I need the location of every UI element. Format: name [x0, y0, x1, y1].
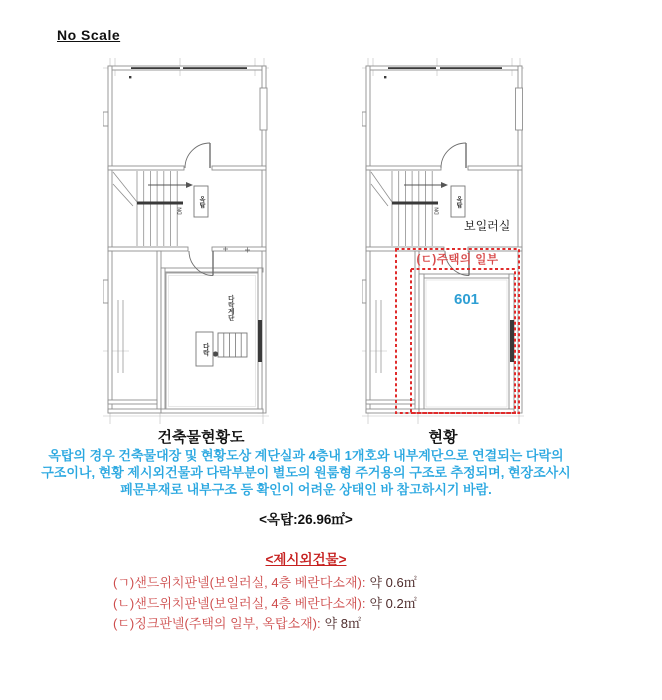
- stairs-dn-label: DN: [434, 207, 441, 215]
- left-plan-caption: 건축물현황도: [157, 429, 245, 446]
- house-part-label: (ㄷ)주택의 일부: [416, 254, 499, 266]
- floor-plan-right: [362, 58, 524, 426]
- note-line-3: 페문부재로 내부구조 등 확인이 어려운 상태인 바 참고하시기 바람.: [120, 482, 492, 497]
- right-plan-caption: 현황: [428, 429, 458, 446]
- extra-building-item: [113, 614, 417, 635]
- attic-ladder: [218, 333, 247, 357]
- rooftop-area-value: <옥탑:26.96㎡>: [259, 512, 353, 527]
- walls-group: [103, 66, 267, 413]
- window-lines: [118, 300, 123, 373]
- extra-buildings-title: <제시외건물>: [265, 552, 347, 567]
- note-line-2: 구조이나, 현황 제시외건물과 다락부분이 별도의 원룸형 주거용의 구조로 추정되며, 현장조사시: [41, 465, 571, 480]
- window-lines: [376, 300, 381, 373]
- note-line-1: 옥탑의 경우 건축물대장 및 현황도상 계단실과 4층내 1개호와 내부계단으로 연결되는 다락의: [48, 448, 564, 463]
- item-label: (ㄴ)샌드위치판넬(보일러실, 4층 베란다소재):: [113, 595, 366, 611]
- rooftop-note: [0, 447, 612, 498]
- attic-stair-vertical-label: 다락계단: [226, 295, 234, 321]
- stair-arrow-head: [441, 182, 448, 188]
- stairs-dn-label: DN: [177, 207, 184, 215]
- extra-building-item: [113, 573, 417, 594]
- floor-plan-right-drawing: [362, 58, 524, 426]
- no-scale-label: No Scale: [57, 27, 121, 43]
- construction-lines: [362, 58, 524, 424]
- attic-box-label: 다락: [201, 342, 209, 356]
- item-label: (ㄷ)징크판넬(주택의 일부, 옥탑소재):: [113, 616, 321, 631]
- item-area-value: 약 0.6㎡: [369, 575, 417, 590]
- stair-arrow-head: [186, 182, 193, 188]
- walls-group: [362, 66, 523, 413]
- extra-buildings-list: [113, 573, 417, 635]
- ladder-post-dot: [213, 351, 218, 356]
- unit-number-label: 601: [453, 291, 480, 308]
- construction-lines: [103, 58, 269, 424]
- item-label: (ㄱ)샌드위치판넬(보일러실, 4층 베란다소재):: [113, 575, 366, 590]
- stairs-group: [113, 171, 177, 246]
- wall-dark-segments: [384, 67, 514, 362]
- stairs-group: [371, 171, 432, 246]
- extra-building-item: [113, 594, 417, 615]
- rooftop-box-label: 옥탑: [455, 196, 461, 208]
- boiler-room-label: 보일러실: [464, 219, 511, 233]
- item-area-value: 약 8㎡: [324, 616, 361, 631]
- rooftop-box-label: 옥탑: [198, 196, 204, 208]
- item-area-value: 약 0.2㎡: [369, 595, 417, 611]
- floor-plan-left-drawing: [103, 58, 269, 426]
- floor-plan-left: [103, 58, 269, 426]
